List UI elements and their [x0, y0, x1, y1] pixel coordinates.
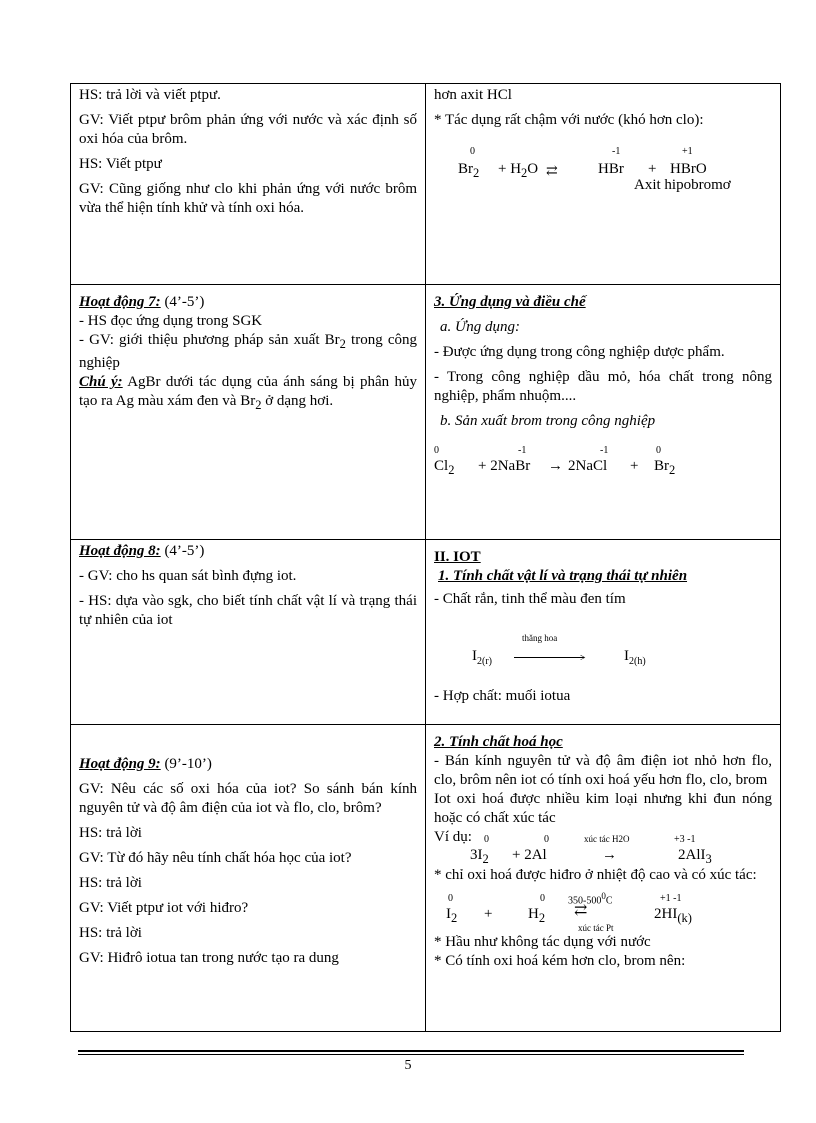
content-text: * Có tính oxi hoá kém hơn clo, brom nên: [434, 953, 686, 969]
dialogue-line: GV: Nêu các số oxi hóa của iot? So sánh bán kính nguyên tử và độ âm điện của iot và flo, clo, brôm? [79, 781, 417, 816]
content-cell [426, 540, 781, 725]
teacher-activity-cell: Hoạt động 8: (4’-5’) - GV: cho hs quan sát bình đựng iot. - HS: dựa vào sgk, cho biết tính chất vật lí và trạng thái tự nhiên của iot [71, 540, 426, 725]
activity-title: Hoạt động 8: [79, 543, 161, 559]
dialogue-line: - HS đọc ứng dụng trong SGK [79, 313, 263, 329]
subsection-heading: 1. Tính chất vật lí và trạng thái tự nhiên [438, 568, 688, 584]
table-row [71, 540, 781, 725]
content-cell [426, 285, 781, 540]
content-text: - Bán kính nguyên tử và độ âm điện iot nhỏ hơn flo, clo, brôm nên iot có tính oxi hoá yếu hơn flo, clo, brom [434, 753, 772, 788]
dialogue-line: GV: Cũng giống như clo khi phản ứng với nước brôm vừa thể hiện tính khử và tính oxi hóa. [79, 181, 417, 216]
section-heading: II. IOT [434, 549, 481, 565]
content-text: hơn axit HCl [434, 87, 512, 103]
arrow-icon: → [602, 847, 617, 863]
content-text: - Trong công nghiệp dầu mỏ, hóa chất trong nông nghiệp, phẩm nhuộm.... [434, 369, 772, 404]
dialogue-line: - GV: giới thiệu phương pháp sản xuất $Br_2$ trong công nghiệp [79, 332, 417, 371]
iodine-hydrogen-equation: 0 $I_2$ + 0 $H_2$ $350-500^0C$ ⇄ xúc tác Pt +1 -1 $2HI_{(k)}$ [446, 891, 692, 933]
dialogue-line: HS: Viết ptpư [79, 156, 162, 172]
dialogue-line: HS: trả lời [79, 925, 142, 941]
dialogue-line: GV: Viết ptpư iot với hiđro? [79, 900, 249, 916]
arrow-icon: → [548, 458, 563, 474]
content-text: * Hầu như không tác dụng với nước [434, 934, 651, 950]
arrow-icon [514, 657, 584, 658]
activity-title: Hoạt động 7: [79, 294, 161, 310]
dialogue-line: HS: trả lời [79, 825, 142, 841]
iodine-aluminum-equation: Ví dụ: 0 $3I_2$ 0 + 2Al xúc tác H2O → +3 -1 2AlI$_3$ [434, 829, 712, 866]
dialogue-line: HS: trả lời và viết ptpư. [79, 87, 221, 103]
sublimation-equation: thăng hoa $I_{2(r)}$ > $I_{2(h)}$ [472, 633, 646, 667]
table-row [71, 84, 781, 285]
dialogue-line: GV: Hiđrô iotua tan trong nước tạo ra dung [79, 950, 339, 966]
content-text: - Chất rắn, tinh thể màu đen tím [434, 591, 626, 607]
section-heading: 3. Ứng dụng và điều chế [434, 294, 586, 310]
dialogue-line: GV: Viết ptpư brôm phản ứng với nước và xác định số oxi hóa của brôm. [79, 112, 417, 147]
content-text: - Được ứng dụng trong công nghiệp dược phẩm. [434, 344, 725, 360]
subsection-heading: b. Sản xuất brom trong công nghiệp [440, 413, 656, 429]
bromine-water-equation: 0 $Br_2$ + $H_2O$ ⇄ -1 HBr + +1 HBrO Axit hipobromơ [458, 146, 731, 193]
teacher-activity-cell: Hoạt động 7: (4’-5’) - HS đọc ứng dụng trong SGK - GV: giới thiệu phương pháp sản xuất $Br_2$ trong công nghiệp Chú ý: AgBr dưới tác dụng của ánh sáng bị phân hủy tạo ra Ag màu xám đen và $Br_2$ ở dạng hơi. [71, 285, 426, 540]
teacher-activity-cell [71, 84, 426, 285]
footer-divider [78, 1050, 744, 1052]
content-text: * Tác dụng rất chậm với nước (khó hơn clo): [434, 112, 704, 128]
table-row [71, 285, 781, 540]
dialogue-line: - HS: dựa vào sgk, cho biết tính chất vật lí và trạng thái tự nhiên của iot [79, 593, 417, 628]
dialogue-line: - GV: cho hs quan sát bình đựng iot. [79, 568, 297, 584]
lesson-table [70, 83, 781, 1032]
content-cell [426, 84, 781, 285]
activity-title: Hoạt động 9: [79, 756, 161, 772]
equilibrium-arrow-icon: ⇄ [574, 902, 586, 919]
content-text: Iot oxi hoá được nhiều kim loại nhưng khi đun nóng hoặc có chất xúc tác [434, 791, 772, 826]
dialogue-line: GV: Từ đó hãy nêu tính chất hóa học của iot? [79, 850, 352, 866]
page-number: 5 [404, 1058, 412, 1073]
equilibrium-arrow-icon: ⇄ [546, 164, 558, 179]
content-text: - Hợp chất: muối iotua [434, 688, 571, 704]
subsection-heading: a. Ứng dụng: [440, 319, 521, 335]
content-cell [426, 725, 781, 1032]
content-text: * chỉ oxi hoá được hiđro ở nhiệt độ cao và có xúc tác: [434, 867, 757, 883]
teacher-activity-cell: Hoạt động 9: (9’-10’) GV: Nêu các số oxi hóa của iot? So sánh bán kính nguyên tử và độ âm điện của iot và flo, clo, brôm? HS: trả lời GV: Từ đó hãy nêu tính chất hóa học của iot? HS: trả lời GV: Viết ptpư iot với hiđro? HS: trả lời GV: Hiđrô iotua tan trong nước tạo ra dung [71, 725, 426, 1032]
footer-divider [78, 1054, 744, 1055]
table-row [71, 725, 781, 1032]
dialogue-line: HS: trả lời [79, 875, 142, 891]
bromine-production-equation: 0 $Cl_2$ -1 + 2NaBr → -1 2NaCl + 0 $Br_2$ [434, 445, 676, 477]
note-line: Chú ý: AgBr dưới tác dụng của ánh sáng bị phân hủy tạo ra Ag màu xám đen và $Br_2$ ở dạng hơi. [79, 374, 418, 412]
section-heading: 2. Tính chất hoá học [434, 734, 563, 750]
